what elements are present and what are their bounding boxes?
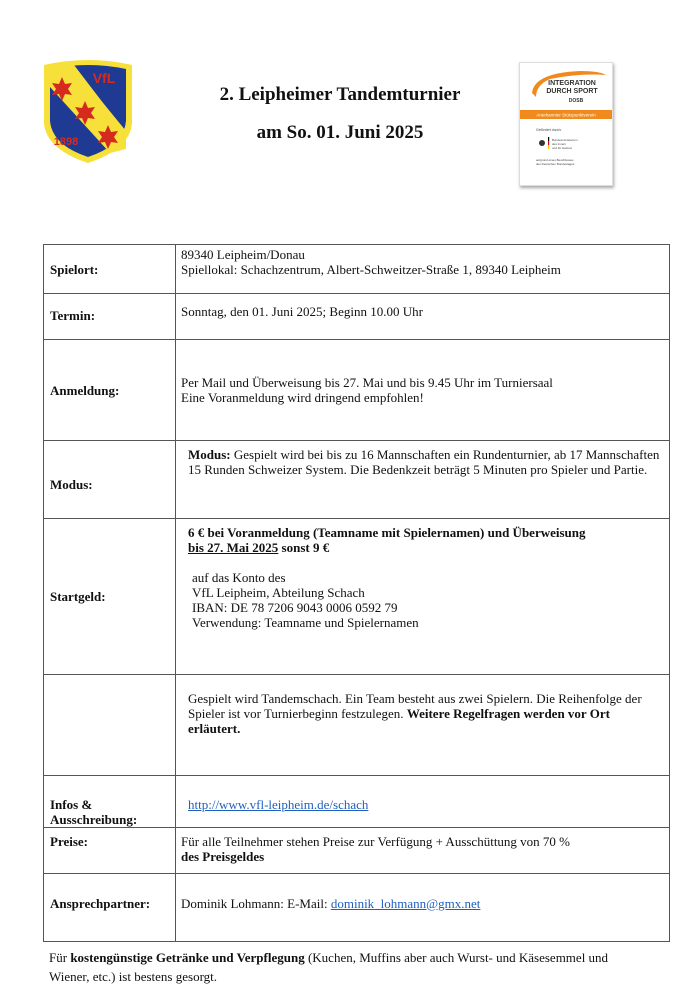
label-spielort: Spielort:	[44, 245, 176, 294]
label-rules	[44, 675, 176, 776]
table-row-infos	[44, 776, 670, 828]
title-line-1: 2. Leipheimer Tandemturnier	[219, 84, 461, 105]
value-ansprechpartner	[176, 874, 670, 942]
partner-logo-brand: DOSB	[568, 98, 584, 104]
anmeldung-line-1: Per Mail und Überweisung bis 27. Mai und bis 9.45 Uhr im Turniersaal	[181, 375, 553, 390]
svg-text:und für Heimat: und für Heimat	[552, 146, 572, 150]
account-purpose: Verwendung: Teamname und Spielernamen	[192, 615, 419, 630]
integration-durch-sport-logo	[519, 62, 613, 186]
tournament-info-table	[43, 244, 670, 942]
table-row-preise	[44, 828, 670, 874]
value-modus	[176, 441, 670, 519]
modus-bold-prefix: Modus:	[188, 447, 231, 462]
partner-logo-funded-by: Gefördert durch:	[536, 128, 562, 132]
value-spielort	[176, 245, 670, 294]
website-link[interactable]: http://www.vfl-leipheim.de/schach	[188, 796, 369, 812]
contact-email-link[interactable]: dominik_lohmann@gmx.net	[330, 895, 481, 911]
label-preise: Preise:	[44, 828, 176, 874]
account-line-1: auf das Konto des	[192, 570, 286, 585]
vfl-club-logo	[40, 57, 136, 165]
spielort-line-2: Spiellokal: Schachzentrum, Albert-Schweitzer-Straße 1, 89340 Leipheim	[181, 262, 561, 277]
label-anmeldung: Anmeldung:	[44, 340, 176, 441]
value-anmeldung	[176, 340, 670, 441]
document-title	[180, 84, 500, 144]
value-termin: Sonntag, den 01. Juni 2025; Beginn 10.00 Uhr	[176, 294, 670, 340]
label-startgeld: Startgeld:	[44, 519, 176, 675]
startgeld-fee: 6 € bei Voranmeldung (Teamname mit Spielernamen) und Überweisung	[188, 525, 586, 540]
label-modus: Modus:	[44, 441, 176, 519]
table-row-anmeldung	[44, 340, 670, 441]
svg-text:des Innern: des Innern	[552, 142, 567, 146]
contact-text: Dominik Lohmann: E-Mail:	[181, 895, 331, 911]
value-rules	[176, 675, 670, 776]
club-logo-year: 1898	[53, 136, 79, 148]
account-line-2: VfL Leipheim, Abteilung Schach	[192, 585, 365, 600]
partner-logo-banner: Anerkannter Stützpunktverein	[536, 112, 596, 118]
footer-prefix: Für	[49, 950, 71, 965]
modus-text: Gespielt wird bei bis zu 16 Mannschaften ein Rundenturnier, ab 17 Mannschaften 15 Runden Schweizer System. Die Bedenkzeit beträgt 5 Minuten pro Spieler und Partie.	[188, 447, 660, 477]
label-infos: Infos & Ausschreibung:	[44, 776, 176, 828]
rules-bold-suffix: Weitere Regelfragen werden vor Ort erläutert.	[188, 706, 610, 736]
label-ansprechpartner: Ansprechpartner:	[44, 874, 176, 942]
spielort-line-1: 89340 Leipheim/Donau	[181, 247, 305, 262]
club-logo-text: VfL	[92, 70, 116, 86]
partner-logo-line2: DURCH SPORT	[546, 88, 598, 95]
table-row-startgeld	[44, 519, 670, 675]
account-iban: IBAN: DE 78 7206 9043 0006 0592 79	[192, 600, 398, 615]
footer-bold: kostengünstige Getränke und Verpflegung	[70, 950, 305, 965]
preise-bold-line: des Preisgeldes	[181, 849, 265, 864]
catering-note	[49, 948, 649, 986]
startgeld-deadline: bis 27. Mai 2025	[188, 540, 279, 555]
anmeldung-line-2: Eine Voranmeldung wird dringend empfohlen!	[181, 390, 424, 405]
svg-text:Bundesministerium: Bundesministerium	[552, 138, 578, 142]
partner-logo-line1: INTEGRATION	[548, 80, 596, 87]
preise-text: Für alle Teilnehmer stehen Preise zur Verfügung + Ausschüttung von 70 %	[181, 834, 571, 849]
label-termin: Termin:	[44, 294, 176, 340]
table-row-modus	[44, 441, 670, 519]
value-startgeld	[176, 519, 670, 675]
value-infos	[176, 776, 670, 828]
table-row-termin	[44, 294, 670, 340]
footer-rest: (Kuchen, Muffins aber auch Wurst- und Käsesemmel und Wiener, etc.) ist bestens gesorgt.	[49, 950, 609, 984]
rules-text: Gespielt wird Tandemschach. Ein Team besteht aus zwei Spielern. Die Reihenfolge der Spieler ist vor Turnierbeginn festzulegen.	[188, 691, 642, 721]
svg-text:aufgrund eines Beschlusses: aufgrund eines Beschlusses	[536, 158, 574, 162]
table-row-rules	[44, 675, 670, 776]
value-preise	[176, 828, 670, 874]
startgeld-alt-fee: sonst 9 €	[278, 540, 330, 555]
table-row-spielort	[44, 245, 670, 294]
svg-text:des Deutschen Bundestages: des Deutschen Bundestages	[536, 162, 575, 166]
table-row-ansprechpartner	[44, 874, 670, 942]
title-line-2: am So. 01. Juni 2025	[256, 122, 424, 143]
